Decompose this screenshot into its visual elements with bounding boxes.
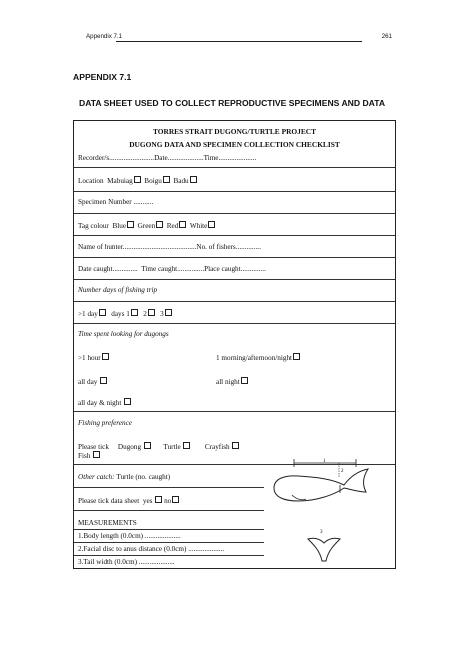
location-badu: Badu — [173, 177, 189, 185]
flipper-outline — [292, 495, 306, 500]
dugong-measurement-diagram — [268, 455, 380, 567]
all-night-label: all night — [216, 378, 240, 386]
pref-dugong-checkbox[interactable] — [144, 442, 151, 449]
date-caught-label: Date caught — [78, 265, 113, 273]
days-3-checkbox[interactable] — [165, 309, 172, 316]
recorders-label: Recorder/s — [78, 154, 110, 162]
tick-sheet-row — [78, 496, 179, 505]
diagram-label-1: 1 — [323, 459, 326, 464]
time-heading: Time spent looking for dugongs — [78, 330, 169, 338]
all-day-checkbox[interactable] — [100, 377, 107, 384]
running-head-label: Appendix 7.1 — [86, 33, 123, 40]
time-label: Time — [203, 154, 219, 162]
days-heading: Number days of fishing trip — [78, 286, 158, 294]
days-2: 2 — [143, 310, 147, 318]
please-tick-label: Please tick — [78, 443, 109, 451]
tag-blue: Blue — [112, 222, 127, 230]
recorder-row: Recorder/s.........................Date....................Time..................... — [78, 154, 257, 162]
all-night-checkbox[interactable] — [241, 377, 248, 384]
days-more-checkbox[interactable] — [99, 309, 106, 316]
measurement-body-length-label: 1.Body length (0.0cm) — [78, 532, 144, 540]
pref-crayfish: Crayfish — [204, 443, 230, 451]
all-day-night-row — [78, 398, 131, 407]
days-row — [78, 309, 172, 318]
preference-row — [78, 442, 239, 451]
caught-row: Date caught.............. Time caught...............Place caught.............. — [78, 265, 266, 273]
fishers-label: No. of fishers — [196, 243, 236, 251]
tag-blue-checkbox[interactable] — [127, 221, 134, 228]
sheet-heading: DATA SHEET USED TO COLLECT REPRODUCTIVE SPECIMENS AND DATA — [79, 98, 386, 108]
other-catch-value: Turtle (no. caught) — [116, 473, 171, 481]
date-label: Date — [154, 154, 168, 162]
dugong-body-outline — [274, 469, 368, 501]
location-mabuiag-checkbox[interactable] — [134, 176, 141, 183]
tag-white-checkbox[interactable] — [208, 221, 215, 228]
all-night-row — [216, 377, 248, 386]
running-head — [86, 33, 392, 45]
days-1-checkbox[interactable] — [131, 309, 138, 316]
pref-fish-checkbox[interactable] — [93, 451, 100, 458]
measurement-tail-width-label: 3.Tail width (0.0cm) — [78, 558, 137, 566]
pref-fish: Fish — [78, 452, 91, 460]
days-2-checkbox[interactable] — [148, 309, 155, 316]
one-morning-checkbox[interactable] — [293, 353, 300, 360]
all-day-row — [78, 377, 107, 386]
place-caught-label: Place caught — [204, 265, 241, 273]
measurements-heading: MEASUREMENTS — [78, 519, 137, 527]
all-day-night-checkbox[interactable] — [124, 398, 131, 405]
tag-red: Red — [166, 222, 179, 230]
days-label: days — [111, 310, 125, 318]
location-mabuiag: Mabuiag — [107, 177, 133, 185]
measurement-facial-disc-label: 2.Facial disc to anus distance (0.0cm) — [78, 545, 187, 553]
hunter-row: Name of hunter.........................................No. of fishers.............. — [78, 243, 261, 251]
tag-green-checkbox[interactable] — [156, 221, 163, 228]
no-label: no — [164, 497, 172, 505]
pref-turtle: Turtle — [163, 443, 181, 451]
measurement-tail-width: 3.Tail width (0.0cm) .................... — [78, 558, 175, 566]
hour-more-label: >1 hour — [78, 354, 101, 362]
form-title-project: TORRES STRAIT DUGONG/TURTLE PROJECT — [152, 127, 317, 136]
tag-colour-row — [78, 221, 215, 230]
hour-more-checkbox[interactable] — [102, 353, 109, 360]
hunter-label: Name of hunter — [78, 243, 123, 251]
yes-label: yes — [142, 497, 153, 505]
one-morning-label: 1 morning/afternoon/night — [216, 354, 293, 362]
specimen-number-label: Specimen Number — [78, 198, 132, 206]
hour-more-row — [78, 353, 109, 362]
appendix-heading: APPENDIX 7.1 — [73, 72, 132, 82]
all-day-label: all day — [78, 378, 98, 386]
yes-checkbox[interactable] — [155, 496, 162, 503]
form-title-checklist: DUGONG DATA AND SPECIMEN COLLECTION CHECKLIST — [129, 140, 340, 149]
tick-sheet-label: Please tick data sheet — [78, 497, 140, 505]
days-1: 1 — [126, 310, 130, 318]
one-morning-row — [216, 353, 300, 362]
location-badu-checkbox[interactable] — [190, 176, 197, 183]
location-row — [78, 176, 197, 185]
preference-heading: Fishing preference — [78, 419, 132, 427]
pref-turtle-checkbox[interactable] — [183, 442, 190, 449]
tag-green: Green — [137, 222, 156, 230]
tail-fluke-outline — [308, 538, 340, 561]
pref-dugong: Dugong — [117, 443, 142, 451]
location-label: Location — [78, 177, 104, 185]
days-more-label: >1 day — [78, 310, 98, 318]
no-checkbox[interactable] — [172, 496, 179, 503]
diagram-label-3: 3 — [320, 530, 323, 535]
tag-colour-label: Tag colour — [78, 222, 109, 230]
location-boigu: Boigu — [144, 177, 162, 185]
running-head-rule — [116, 41, 362, 42]
diagram-label-2: 2 — [341, 469, 344, 474]
location-boigu-checkbox[interactable] — [163, 176, 170, 183]
all-day-night-label: all day & night — [78, 399, 122, 407]
pref-crayfish-checkbox[interactable] — [232, 442, 239, 449]
specimen-row: Specimen Number ........... — [78, 198, 154, 206]
tag-red-checkbox[interactable] — [179, 221, 186, 228]
measurement-facial-disc: 2.Facial disc to anus distance (0.0cm) .................... — [78, 545, 225, 553]
pref-fish-row — [78, 451, 100, 460]
other-catch-row — [78, 473, 170, 481]
tag-white: White — [189, 222, 208, 230]
other-catch-label: Other catch: — [78, 473, 115, 481]
days-3: 3 — [160, 310, 164, 318]
page-number: 261 — [381, 33, 392, 40]
measurement-body-length: 1.Body length (0.0cm) .................... — [78, 532, 181, 540]
time-caught-label: Time caught — [141, 265, 178, 273]
